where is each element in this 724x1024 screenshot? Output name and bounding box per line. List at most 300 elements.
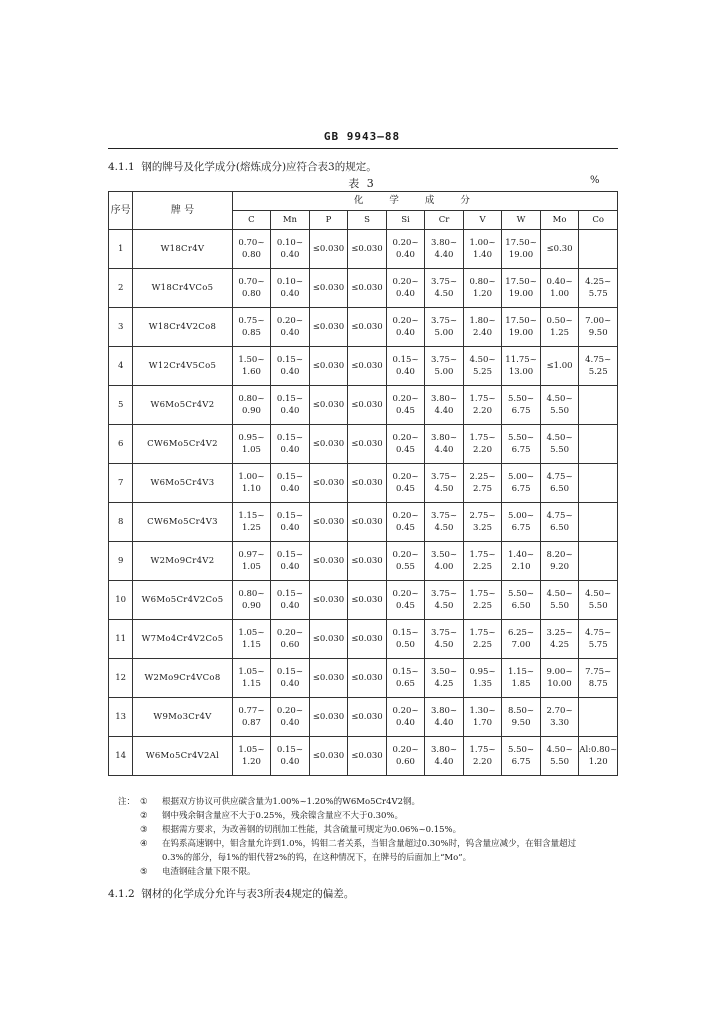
value-line-2: 4.25 bbox=[434, 679, 454, 689]
composition-cell bbox=[386, 620, 425, 659]
value-line-1: 1.15~ bbox=[508, 667, 535, 677]
value-line-2: 0.40 bbox=[280, 718, 300, 728]
value-line-2: 1.00 bbox=[550, 289, 570, 299]
note-item bbox=[118, 795, 628, 809]
value-line-1: 2.70~ bbox=[546, 706, 573, 716]
composition-cell bbox=[309, 230, 348, 269]
value-line-1: ≤0.030 bbox=[351, 751, 383, 761]
value-line-1: 0.10~ bbox=[276, 277, 303, 287]
composition-cell bbox=[502, 698, 541, 737]
value-line-2: 2.20 bbox=[473, 406, 492, 416]
value-line-2: 2.40 bbox=[473, 328, 492, 338]
value-line-1: 0.80~ bbox=[238, 394, 265, 404]
header-element: S bbox=[348, 211, 387, 230]
table-row bbox=[109, 230, 618, 269]
composition-cell bbox=[540, 386, 579, 425]
header-element: Co bbox=[579, 211, 618, 230]
document-header: GB 9943—88 bbox=[323, 130, 401, 143]
value-line-2: 3.25 bbox=[473, 523, 492, 533]
table-notes bbox=[118, 795, 628, 879]
composition-cell bbox=[502, 620, 541, 659]
row-seq: 13 bbox=[109, 698, 133, 737]
composition-cell bbox=[271, 659, 310, 698]
value-line-1: 1.75~ bbox=[469, 394, 496, 404]
composition-cell bbox=[309, 659, 348, 698]
note-item bbox=[118, 823, 628, 837]
composition-cell bbox=[232, 386, 271, 425]
table-row bbox=[109, 620, 618, 659]
value-line-2: 0.40 bbox=[280, 562, 300, 572]
value-line-2: 0.45 bbox=[396, 406, 415, 416]
value-line-1: 0.20~ bbox=[392, 589, 419, 599]
composition-cell bbox=[463, 230, 502, 269]
value-line-2: 5.50 bbox=[550, 445, 570, 455]
value-line-2: 1.10 bbox=[241, 484, 261, 494]
note-text: 根据双方协议可供应碳含量为1.00%~1.20%的W6Mo5Cr4V2钢。 bbox=[162, 797, 421, 807]
composition-cell bbox=[309, 464, 348, 503]
value-line-1: 0.70~ bbox=[238, 277, 265, 287]
table-row bbox=[109, 425, 618, 464]
table-caption: 表 3 bbox=[348, 177, 376, 190]
value-line-2: 6.75 bbox=[511, 445, 531, 455]
composition-cell bbox=[540, 737, 579, 776]
row-grade: W18Cr4V2Co8 bbox=[133, 308, 232, 347]
value-line-2: 0.40 bbox=[396, 367, 415, 377]
value-line-2: 0.50 bbox=[396, 640, 415, 650]
value-line-1: ≤1.00 bbox=[546, 361, 573, 371]
value-line-2: 0.40 bbox=[396, 328, 415, 338]
row-grade: W7Mo4Cr4V2Co5 bbox=[133, 620, 232, 659]
table-row bbox=[109, 581, 618, 620]
composition-cell bbox=[579, 698, 618, 737]
value-line-1: 0.20~ bbox=[392, 238, 419, 248]
value-line-2: 0.40 bbox=[280, 523, 300, 533]
value-line-1: 3.75~ bbox=[430, 316, 458, 326]
table-row bbox=[109, 659, 618, 698]
value-line-2: 0.40 bbox=[280, 601, 300, 611]
value-line-1: 5.50~ bbox=[508, 394, 535, 404]
value-line-1: 3.75~ bbox=[430, 628, 458, 638]
value-line-1: 8.50~ bbox=[508, 706, 535, 716]
value-line-2: 1.15 bbox=[241, 679, 261, 689]
composition-cell bbox=[271, 542, 310, 581]
composition-cell bbox=[463, 737, 502, 776]
row-seq: 4 bbox=[109, 347, 133, 386]
value-line-2: 4.25 bbox=[550, 640, 570, 650]
table-row bbox=[109, 542, 618, 581]
value-line-1: 1.05~ bbox=[238, 628, 265, 638]
composition-cell bbox=[232, 659, 271, 698]
value-line-1: 0.95~ bbox=[469, 667, 496, 677]
table-row bbox=[109, 386, 618, 425]
value-line-2: 4.50 bbox=[434, 289, 454, 299]
header-element: P bbox=[309, 211, 348, 230]
composition-cell bbox=[540, 581, 579, 620]
value-line-2: 6.50 bbox=[550, 523, 570, 533]
composition-cell bbox=[463, 425, 502, 464]
value-line-1: 1.75~ bbox=[469, 550, 496, 560]
composition-cell bbox=[579, 269, 618, 308]
value-line-2: 0.40 bbox=[396, 289, 415, 299]
value-line-1: 4.50~ bbox=[585, 589, 612, 599]
value-line-2: 5.00 bbox=[434, 367, 454, 377]
value-line-1: 0.20~ bbox=[392, 433, 419, 443]
composition-cell bbox=[232, 581, 271, 620]
row-seq: 3 bbox=[109, 308, 133, 347]
composition-cell bbox=[232, 269, 271, 308]
table-row bbox=[109, 503, 618, 542]
composition-cell bbox=[540, 308, 579, 347]
value-line-2: 2.75 bbox=[473, 484, 492, 494]
value-line-2: 6.75 bbox=[511, 406, 531, 416]
composition-cell bbox=[463, 620, 502, 659]
value-line-2: 9.50 bbox=[511, 718, 531, 728]
value-line-1: ≤0.030 bbox=[351, 595, 383, 605]
value-line-1: 0.20~ bbox=[392, 706, 419, 716]
value-line-1: 0.20~ bbox=[392, 745, 419, 755]
composition-cell bbox=[425, 386, 464, 425]
value-line-2: 13.00 bbox=[508, 367, 534, 377]
composition-cell bbox=[502, 659, 541, 698]
composition-cell bbox=[463, 542, 502, 581]
value-line-1: 0.40~ bbox=[546, 277, 573, 287]
value-line-2: 0.40 bbox=[280, 679, 300, 689]
value-line-1: ≤0.030 bbox=[312, 634, 345, 644]
header-element: Cr bbox=[425, 211, 464, 230]
value-line-2: 0.45 bbox=[396, 601, 415, 611]
value-line-2: 19.00 bbox=[508, 328, 534, 338]
composition-cell bbox=[579, 308, 618, 347]
clause-number: 4.1.1 bbox=[108, 161, 135, 173]
value-line-1: 7.00~ bbox=[585, 316, 612, 326]
value-line-1: 6.25~ bbox=[508, 628, 535, 638]
value-line-1: 4.25~ bbox=[585, 277, 612, 287]
composition-cell bbox=[579, 347, 618, 386]
value-line-1: 1.50~ bbox=[238, 355, 265, 365]
value-line-2: 0.45 bbox=[396, 484, 415, 494]
chemical-composition-table bbox=[108, 191, 618, 776]
value-line-1: 4.50~ bbox=[546, 433, 573, 443]
composition-cell bbox=[502, 347, 541, 386]
value-line-1: 0.15~ bbox=[276, 589, 303, 599]
composition-cell bbox=[463, 347, 502, 386]
value-line-2: 1.40 bbox=[473, 250, 492, 260]
composition-cell bbox=[463, 269, 502, 308]
value-line-1: 1.75~ bbox=[469, 589, 496, 599]
value-line-1: 4.50~ bbox=[546, 745, 573, 755]
composition-cell bbox=[386, 308, 425, 347]
value-line-1: ≤0.030 bbox=[312, 283, 345, 293]
composition-cell bbox=[309, 698, 348, 737]
header-element: W bbox=[502, 211, 541, 230]
composition-cell bbox=[309, 581, 348, 620]
value-line-2: 6.75 bbox=[511, 757, 531, 767]
value-line-1: ≤0.030 bbox=[351, 400, 383, 410]
row-seq: 8 bbox=[109, 503, 133, 542]
row-grade: W2Mo9Cr4VCo8 bbox=[133, 659, 232, 698]
composition-cell bbox=[232, 464, 271, 503]
value-line-2: 1.15 bbox=[241, 640, 261, 650]
header-element: Mo bbox=[540, 211, 579, 230]
value-line-2: 4.50 bbox=[434, 484, 454, 494]
value-line-1: 0.20~ bbox=[392, 316, 419, 326]
composition-cell bbox=[309, 542, 348, 581]
value-line-2: 6.75 bbox=[511, 523, 531, 533]
composition-cell bbox=[540, 503, 579, 542]
value-line-1: ≤0.030 bbox=[351, 712, 383, 722]
composition-cell bbox=[232, 620, 271, 659]
value-line-2: 1.20 bbox=[241, 757, 261, 767]
composition-cell bbox=[271, 464, 310, 503]
value-line-2: 1.25 bbox=[550, 328, 570, 338]
value-line-2: 0.40 bbox=[280, 484, 300, 494]
composition-cell bbox=[348, 464, 387, 503]
table-header-row bbox=[109, 192, 618, 211]
value-line-1: 17.50~ bbox=[505, 316, 537, 326]
value-line-2: 0.60 bbox=[280, 640, 300, 650]
note-text: 钢中残余铜含量应不大于0.25%，残余镍含量应不大于0.30%。 bbox=[162, 811, 404, 821]
value-line-1: 1.05~ bbox=[238, 667, 265, 677]
composition-cell bbox=[386, 503, 425, 542]
value-line-1: 0.75~ bbox=[238, 316, 265, 326]
composition-cell bbox=[232, 230, 271, 269]
value-line-2: 5.00 bbox=[434, 328, 454, 338]
value-line-2: 1.20 bbox=[473, 289, 492, 299]
value-line-1: 0.20~ bbox=[392, 277, 419, 287]
value-line-1: 3.80~ bbox=[430, 394, 458, 404]
value-line-1: ≤0.030 bbox=[351, 322, 383, 332]
value-line-2: 0.65 bbox=[396, 679, 415, 689]
composition-cell bbox=[425, 737, 464, 776]
value-line-1: 0.20~ bbox=[392, 394, 419, 404]
value-line-2: 19.00 bbox=[508, 250, 534, 260]
note-mark: ① bbox=[140, 797, 148, 807]
value-line-2: 0.40 bbox=[280, 367, 300, 377]
value-line-2: 3.30 bbox=[550, 718, 570, 728]
composition-cell bbox=[502, 464, 541, 503]
composition-cell bbox=[425, 347, 464, 386]
value-line-1: 4.50~ bbox=[546, 589, 573, 599]
value-line-2: 4.40 bbox=[434, 406, 454, 416]
value-line-2: 0.90 bbox=[241, 601, 261, 611]
composition-cell bbox=[579, 503, 618, 542]
table-row bbox=[109, 269, 618, 308]
value-line-1: 0.77~ bbox=[238, 706, 265, 716]
value-line-2: 6.75 bbox=[511, 484, 531, 494]
value-line-2: 2.20 bbox=[473, 757, 492, 767]
value-line-1: 3.80~ bbox=[430, 433, 458, 443]
composition-cell bbox=[386, 698, 425, 737]
value-line-1: 3.75~ bbox=[430, 355, 458, 365]
note-mark: ⑤ bbox=[140, 867, 148, 877]
composition-cell bbox=[271, 620, 310, 659]
composition-cell bbox=[309, 347, 348, 386]
value-line-1: 0.15~ bbox=[276, 745, 303, 755]
header-composition: 化学成分 bbox=[232, 192, 617, 211]
value-line-2: 4.40 bbox=[434, 718, 454, 728]
value-line-1: 1.30~ bbox=[469, 706, 496, 716]
row-seq: 2 bbox=[109, 269, 133, 308]
value-line-1: ≤0.030 bbox=[312, 361, 345, 371]
value-line-2: 9.50 bbox=[588, 328, 608, 338]
composition-cell bbox=[502, 308, 541, 347]
value-line-2: 4.50 bbox=[434, 601, 454, 611]
value-line-1: 0.20~ bbox=[276, 316, 303, 326]
value-line-1: 0.15~ bbox=[392, 355, 419, 365]
value-line-2: 5.50 bbox=[588, 601, 608, 611]
value-line-1: 3.50~ bbox=[430, 667, 458, 677]
composition-cell bbox=[348, 308, 387, 347]
table-row bbox=[109, 347, 618, 386]
composition-cell bbox=[232, 542, 271, 581]
composition-cell bbox=[348, 581, 387, 620]
note-item bbox=[118, 865, 628, 879]
value-line-2: 10.00 bbox=[547, 679, 572, 689]
value-line-1: 3.80~ bbox=[430, 745, 458, 755]
value-line-1: 0.10~ bbox=[276, 238, 303, 248]
composition-cell bbox=[232, 308, 271, 347]
value-line-1: 3.75~ bbox=[430, 277, 458, 287]
value-line-2: 1.70 bbox=[473, 718, 492, 728]
value-line-1: 0.20~ bbox=[276, 706, 303, 716]
value-line-2: 0.40 bbox=[396, 250, 415, 260]
composition-cell bbox=[386, 347, 425, 386]
value-line-2: 6.50 bbox=[550, 484, 570, 494]
value-line-1: 1.75~ bbox=[469, 433, 496, 443]
composition-cell bbox=[425, 581, 464, 620]
value-line-1: 1.05~ bbox=[238, 745, 265, 755]
value-line-2: 8.75 bbox=[588, 679, 608, 689]
value-line-1: 5.00~ bbox=[508, 472, 535, 482]
composition-cell bbox=[232, 347, 271, 386]
value-line-1: ≤0.030 bbox=[312, 673, 345, 683]
row-seq: 5 bbox=[109, 386, 133, 425]
composition-cell bbox=[579, 542, 618, 581]
value-line-1: ≤0.030 bbox=[351, 634, 383, 644]
table-unit: % bbox=[590, 175, 600, 186]
value-line-2: 6.50 bbox=[511, 601, 531, 611]
composition-cell bbox=[425, 308, 464, 347]
composition-cell bbox=[348, 542, 387, 581]
header-element: C bbox=[232, 211, 271, 230]
composition-cell bbox=[348, 425, 387, 464]
header-element: Si bbox=[386, 211, 425, 230]
value-line-2: 0.40 bbox=[280, 250, 300, 260]
composition-cell bbox=[540, 269, 579, 308]
table-row bbox=[109, 737, 618, 776]
composition-cell bbox=[271, 698, 310, 737]
value-line-1: 2.75~ bbox=[469, 511, 496, 521]
note-text: 根据需方要求，为改善钢的切削加工性能，其含硫量可规定为0.06%~0.15%。 bbox=[162, 825, 462, 835]
value-line-2: 4.40 bbox=[434, 757, 454, 767]
value-line-1: 4.50~ bbox=[469, 355, 496, 365]
composition-cell bbox=[425, 698, 464, 737]
composition-cell bbox=[425, 464, 464, 503]
composition-cell bbox=[579, 620, 618, 659]
value-line-1: 1.40~ bbox=[508, 550, 535, 560]
value-line-1: 1.75~ bbox=[469, 745, 496, 755]
value-line-1: 3.80~ bbox=[430, 238, 458, 248]
value-line-1: ≤0.030 bbox=[351, 556, 383, 566]
value-line-1: 0.70~ bbox=[238, 238, 265, 248]
value-line-1: 3.75~ bbox=[430, 589, 458, 599]
value-line-1: 0.20~ bbox=[392, 511, 419, 521]
clause-text: 钢的牌号及化学成分(熔炼成分)应符合表3的规定。 bbox=[141, 161, 377, 173]
note-lead: 注： bbox=[118, 797, 136, 807]
composition-cell bbox=[348, 503, 387, 542]
composition-cell bbox=[579, 581, 618, 620]
clause-text: 钢材的化学成分允许与表3所表4规定的偏差。 bbox=[141, 888, 355, 900]
value-line-2: 4.40 bbox=[434, 250, 454, 260]
composition-cell bbox=[425, 542, 464, 581]
value-line-1: 0.15~ bbox=[276, 511, 303, 521]
value-line-2: 0.85 bbox=[241, 328, 261, 338]
row-grade: W6Mo5Cr4V2 bbox=[133, 386, 232, 425]
row-grade: W12Cr4V5Co5 bbox=[133, 347, 232, 386]
value-line-1: ≤0.030 bbox=[351, 478, 383, 488]
value-line-1: 4.75~ bbox=[546, 472, 573, 482]
value-line-2: 0.40 bbox=[396, 718, 415, 728]
value-line-1: 3.25~ bbox=[546, 628, 573, 638]
value-line-1: ≤0.030 bbox=[312, 556, 345, 566]
row-seq: 12 bbox=[109, 659, 133, 698]
header-grade: 牌 号 bbox=[133, 192, 232, 230]
header-seq: 序号 bbox=[109, 192, 133, 230]
value-line-1: 0.97~ bbox=[238, 550, 265, 560]
value-line-2: 5.75 bbox=[588, 289, 608, 299]
header-rule bbox=[108, 148, 618, 149]
value-line-1: 1.15~ bbox=[238, 511, 265, 521]
table-row bbox=[109, 308, 618, 347]
composition-cell bbox=[271, 347, 310, 386]
value-line-2: 0.55 bbox=[396, 562, 415, 572]
value-line-1: 0.20~ bbox=[276, 628, 303, 638]
value-line-1: ≤0.030 bbox=[312, 400, 345, 410]
value-line-2: 4.50 bbox=[434, 523, 454, 533]
composition-cell bbox=[502, 581, 541, 620]
value-line-2: 0.40 bbox=[280, 445, 300, 455]
value-line-1: 4.75~ bbox=[585, 628, 612, 638]
note-item bbox=[118, 851, 628, 865]
row-seq: 7 bbox=[109, 464, 133, 503]
value-line-1: ≤0.030 bbox=[312, 517, 345, 527]
value-line-2: 0.87 bbox=[241, 718, 261, 728]
composition-cell bbox=[463, 503, 502, 542]
composition-cell bbox=[348, 230, 387, 269]
value-line-1: 8.20~ bbox=[546, 550, 573, 560]
composition-cell bbox=[463, 308, 502, 347]
composition-cell bbox=[386, 386, 425, 425]
composition-cell bbox=[271, 308, 310, 347]
value-line-1: 11.75~ bbox=[505, 355, 537, 365]
value-line-1: 0.15~ bbox=[276, 394, 303, 404]
composition-cell bbox=[309, 737, 348, 776]
row-grade: W18Cr4V bbox=[133, 230, 232, 269]
table-row bbox=[109, 698, 618, 737]
composition-cell bbox=[502, 425, 541, 464]
value-line-2: 2.20 bbox=[473, 445, 492, 455]
note-text: 0.3%的部分，每1%的钼代替2%的钨，在这种情况下，在牌号的后面加上“Mo”。 bbox=[162, 853, 472, 863]
row-grade: W6Mo5Cr4V2Al bbox=[133, 737, 232, 776]
value-line-2: 0.40 bbox=[280, 289, 300, 299]
value-line-1: ≤0.030 bbox=[312, 244, 345, 254]
value-line-1: ≤0.030 bbox=[351, 517, 383, 527]
composition-cell bbox=[232, 698, 271, 737]
value-line-1: 0.80~ bbox=[238, 589, 265, 599]
value-line-2: 7.00 bbox=[511, 640, 531, 650]
value-line-1: 7.75~ bbox=[585, 667, 612, 677]
value-line-2: 4.50 bbox=[434, 640, 454, 650]
